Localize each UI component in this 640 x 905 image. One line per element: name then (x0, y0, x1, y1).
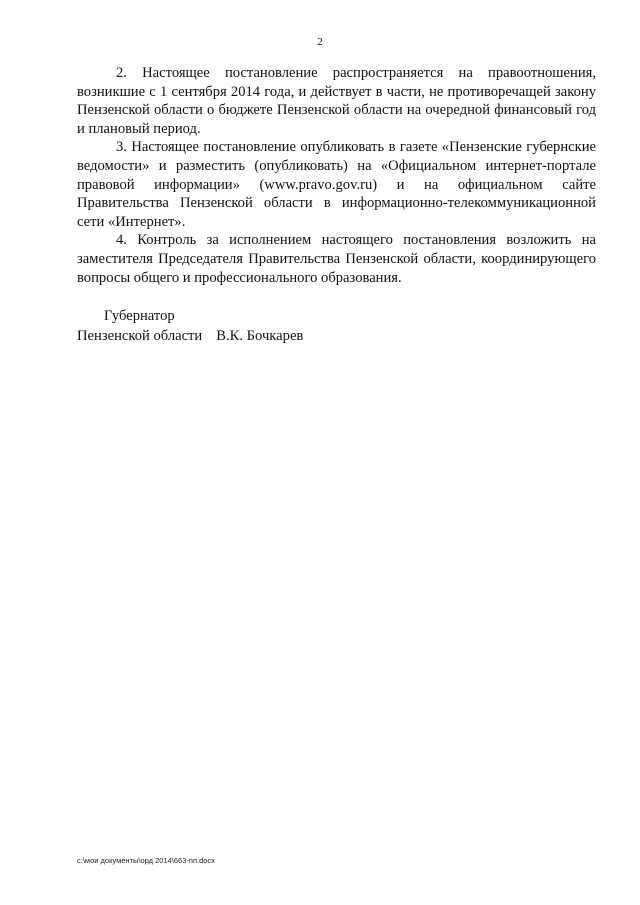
signature-block (77, 306, 303, 346)
signatory-line (77, 326, 303, 346)
signatory-title: Губернатор (104, 308, 175, 324)
page-number: 2 (317, 36, 323, 48)
paragraph-3-publication: 3. Настоящее постановление опубликовать в газете «Пензенские губернские ведомости» и разместить (опубликовать) на «Официальном интернет-портале правовой информации» (www.pravo.gov.ru) и на официальном сайте Правительства Пензенской области в информационно-телекоммуникационной сети «Интернет». (77, 139, 596, 230)
footer-file-path: c:\мои документы\орд 2014\663-пп.docx (77, 856, 215, 865)
document-body (77, 64, 596, 287)
signatory-region: Пензенской области (77, 328, 203, 344)
signatory-name: В.К. Бочкарев (216, 328, 304, 344)
paragraph-4-control: 4. Контроль за исполнением настоящего постановления возложить на заместителя Председателя Правительства Пензенской области, координирующего вопросы общего и профессионального образования. (77, 232, 596, 286)
paragraph-2-effective-date: 2. Настоящее постановление распространяется на правоотношения, возникшие с 1 сентября 2014 года, и действует в части, не противоречащей закону Пензенской области о бюджете Пензенской области на очередной финансовый год и плановый период. (77, 65, 596, 137)
